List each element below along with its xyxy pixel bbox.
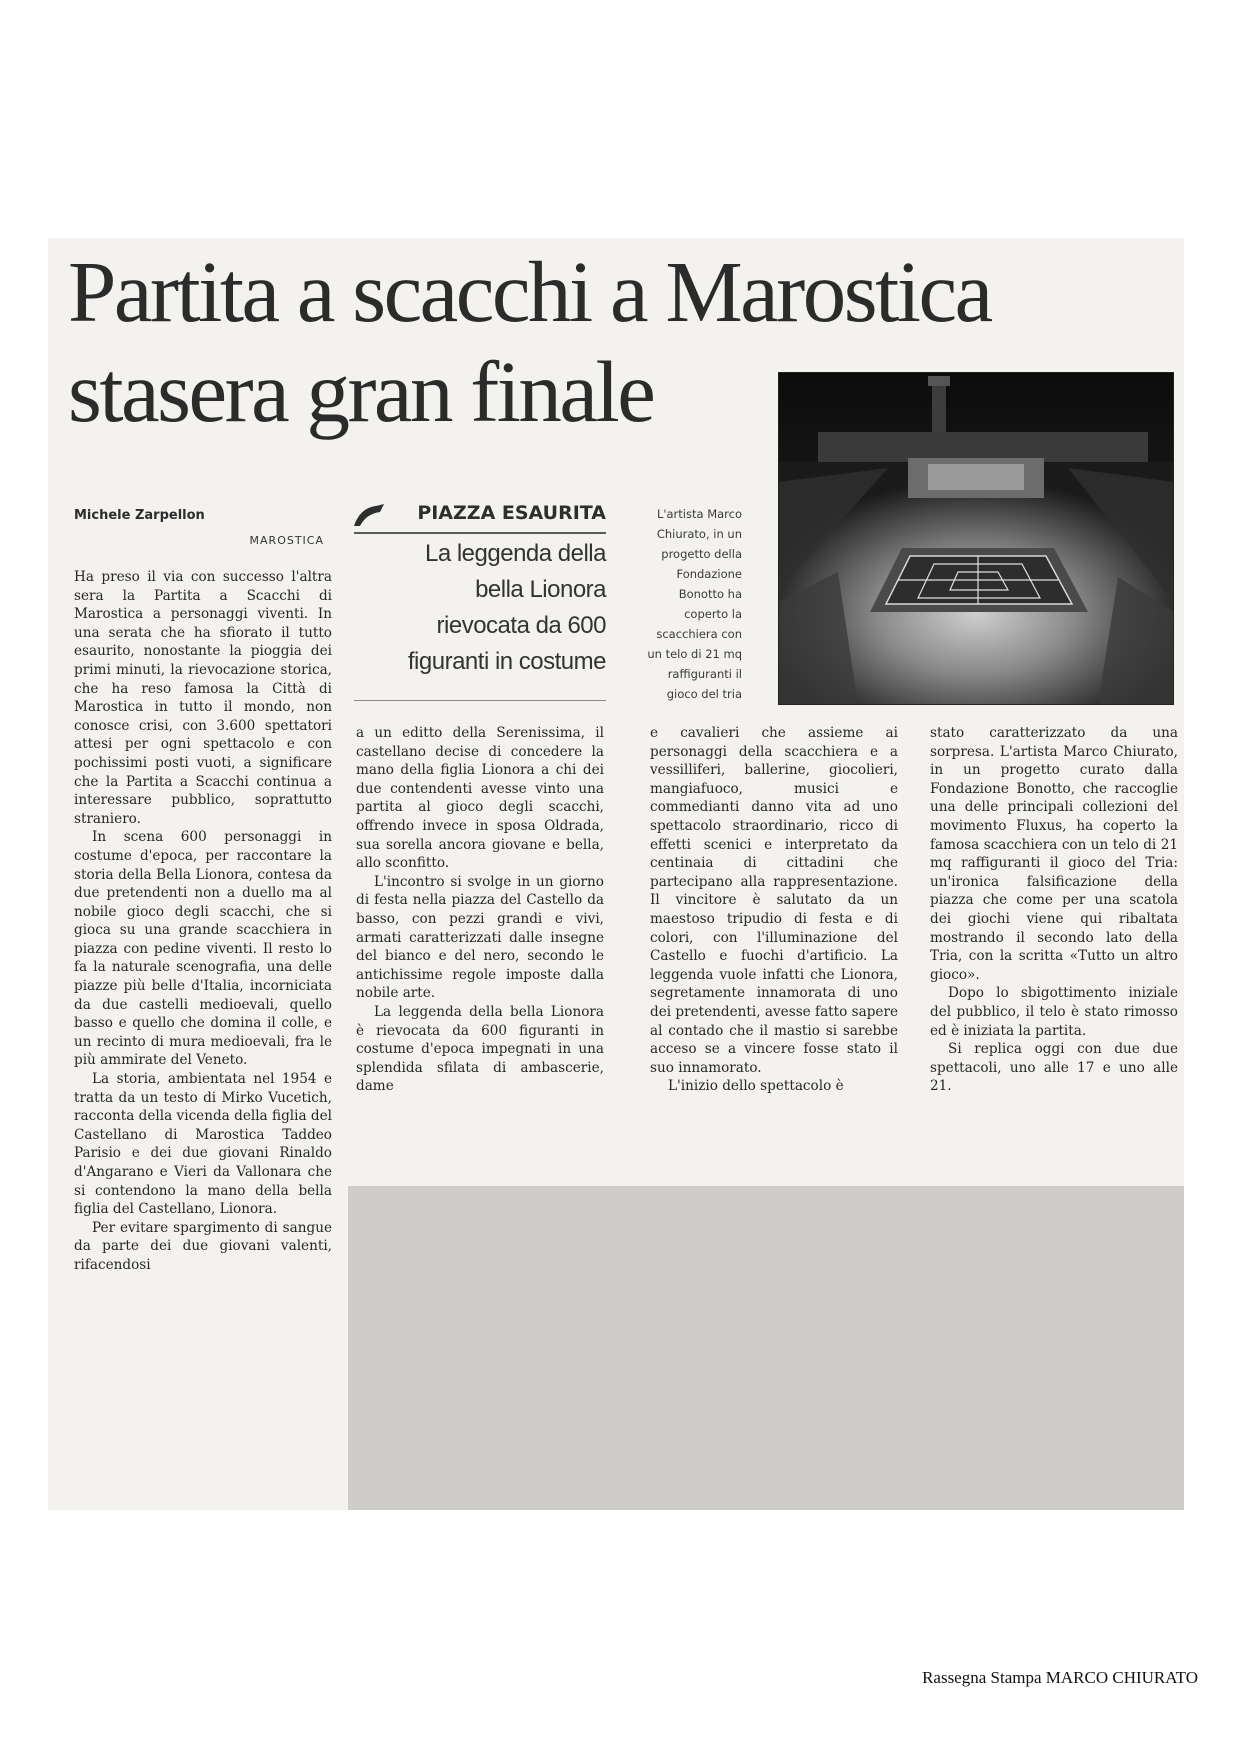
kicker-rule xyxy=(354,532,606,534)
dateline: MAROSTICA xyxy=(249,534,324,547)
caption-line: raffiguranti il xyxy=(667,667,742,681)
kicker-box xyxy=(354,502,606,706)
paragraph: La storia, ambientata nel 1954 e tratta da un testo di Mirko Vucetich, racconta della vicenda della figlia del Castellano di Marostica Taddeo Parisio e dei due giovani Rinaldo d'Angarano e Vieri da Vallonara che si contendono la mano della bella figlia del Castellano, Lionora. xyxy=(74,1071,332,1218)
caption-line: Chiurato, in un xyxy=(656,527,742,541)
article-column-2 xyxy=(356,724,604,1096)
article-column-1 xyxy=(74,568,332,1275)
subhead-line: rievocata da 600 xyxy=(436,612,606,639)
newspaper-clipping xyxy=(48,238,1184,1510)
subhead xyxy=(354,536,606,680)
paragraph: In scena 600 personaggi in costume d'epoca, per raccontare la storia della Bella Lionora, contesa da due pretendenti non a duello ma al nobile gioco degli scacchi, che si gioca su una grande scacchiera in piazza con pedine viventi. Il resto lo fa la naturale scenografia, una delle piazze più belle d'Italia, incorniciata da due castelli medioevali, quello basso e quello che domina il colle, e un recinto di mura medioevali, fra le più ammirate del Veneto. xyxy=(74,829,332,1069)
caption-line: gioco del tria xyxy=(666,687,742,701)
paragraph: L'incontro si svolge in un giorno di festa nella piazza del Castello da basso, con pezzi grandi e vivi, armati caratterizzati dalle insegne del bianco e del nero, secondo le antichissime regole imposte dalla nobile arte. xyxy=(356,873,604,1002)
paragraph: La leggenda della bella Lionora è rievocata da 600 figuranti in costume d'epoca impegnati in una splendida sfilata di ambascerie, dame xyxy=(356,1003,604,1095)
subhead-line: La leggenda della xyxy=(424,540,606,567)
paragraph: Si replica oggi con due due spettacoli, uno alle 17 e uno alle 21. xyxy=(930,1041,1178,1095)
article-column-4 xyxy=(930,724,1178,1096)
chess-square-photo xyxy=(778,372,1174,705)
caption-line: progetto della xyxy=(661,547,742,561)
caption-line: coperto la xyxy=(684,607,742,621)
subhead-rule xyxy=(354,700,606,701)
paragraph: L'inizio dello spettacolo è xyxy=(668,1078,844,1095)
article-column-3 xyxy=(650,724,898,1096)
press-review-footer: Rassegna Stampa MARCO CHIURATO xyxy=(922,1668,1198,1687)
kicker: PIAZZA ESAURITA xyxy=(417,502,606,524)
paragraph: e cavalieri che assieme ai personaggi della scacchiera e a vessilliferi, ballerine, giocolieri, mangiafuoco, musici e commedianti danno vita ad uno spettacolo straordinario, ricco di effetti scenici e interpretato da centinaia di cittadini che partecipano alla rappresentazione. Il vincitore è salutato da un maestoso tripudio di festa e di colori, con l'illuminazione del Castello e fuochi d'artificio. La leggenda vuole infatti che Lionora, segretamente innamorata di uno dei pretendenti, avesse fatto sapere al contado che il mastio si sarebbe acceso se a vincere fosse stato il suo innamorato. xyxy=(650,725,898,1076)
subhead-line: figuranti in costume xyxy=(407,648,606,675)
empty-grey-area xyxy=(348,1186,1184,1510)
caption-line: L'artista Marco xyxy=(656,507,742,521)
paragraph: Ha preso il via con successo l'altra sera la Partita a Scacchi di Marostica a personaggi viventi. In una serata che ha sfiorato il tutto esaurito, nonostante la pioggia dei primi minuti, la rievocazione storica, che ha reso famosa la Città di Marostica in tutto il mondo, non conosce crisi, con 3.600 spettatori attesi per ogni spettacolo e con pochissimi posti vuoti, a significare che la Partita a Scacchi continua a interessare pubblico, soprattutto straniero. xyxy=(74,569,332,827)
paragraph: stato caratterizzato da una sorpresa. L'artista Marco Chiurato, in un progetto curato dalla Fondazione Bonotto, che raccoglie una delle principali collezioni del movimento Fluxus, ha coperto la famosa scacchiera con un telo di 21 mq raffiguranti il gioco del Tria: un'ironica falsificazione della piazza che come per una scatola dei giochi viene qui ribaltata mostrando il secondo lato della Tria, con la scritta «Tutto un altro gioco». xyxy=(930,725,1178,983)
caption-line: Fondazione xyxy=(676,567,742,581)
headline-line-1: Partita a scacchi a Marostica xyxy=(68,243,991,340)
caption-line: un telo di 21 mq xyxy=(647,647,742,661)
paragraph: Per evitare spargimento di sangue da parte dei due giovani valenti, rifacendosi xyxy=(74,1219,332,1273)
kicker-arrow-icon xyxy=(354,504,384,526)
caption-line: Bonotto ha xyxy=(678,587,742,601)
headline-line-2: stasera gran finale xyxy=(68,343,654,440)
paragraph: a un editto della Serenissima, il castellano decise di concedere la mano della figlia Lionora a chi dei due contendenti avesse vinto una partita al gioco degli scacchi, offrendo invece in sposa Oldrada, sua sorella ancora giovane e bella, allo sconfitto. xyxy=(356,725,604,872)
caption-line: scacchiera con xyxy=(656,627,742,641)
subhead-line: bella Lionora xyxy=(475,576,606,603)
photo-caption xyxy=(618,504,742,704)
paragraph: Dopo lo sbigottimento iniziale del pubblico, il telo è stato rimosso ed è iniziata la partita. xyxy=(930,985,1178,1039)
byline: Michele Zarpellon xyxy=(74,508,205,523)
